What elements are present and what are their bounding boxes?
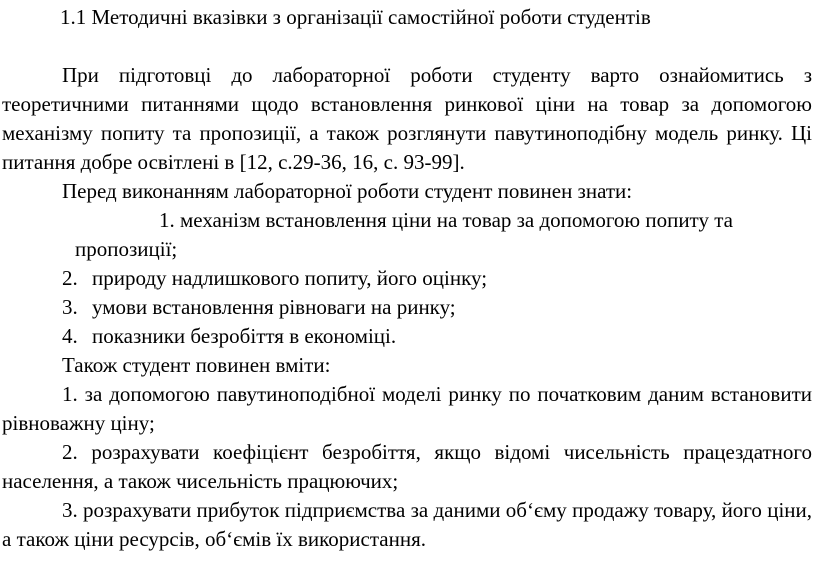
know-item-4 xyxy=(2,322,812,351)
know-item-number: 2. xyxy=(62,266,78,290)
know-item-number: 3. xyxy=(62,295,78,319)
able-heading: Також студент повинен вміти: xyxy=(62,353,331,377)
know-item-text: природу надлишкового попиту, його оцінку; xyxy=(92,266,488,290)
know-item-3 xyxy=(2,293,812,322)
able-item-2: 2. розрахувати коефіцієнт безробіття, якщо відомі чисельність працездатного населення, а також чисельність працюючих; xyxy=(2,440,812,493)
know-item-2 xyxy=(2,264,812,293)
know-item-text: показники безробіття в економіці. xyxy=(92,324,397,348)
know-list xyxy=(2,206,812,351)
know-item-number: 1. xyxy=(159,208,175,232)
know-item-number: 4. xyxy=(62,324,78,348)
know-item-1 xyxy=(2,206,812,264)
able-item-3: 3. розрахувати прибуток підприємства за даними об‘єму продажу товару, його ціни, а також ціни ресурсів, об‘ємів їх використання. xyxy=(2,498,812,551)
able-item-1: 1. за допомогою павутиноподібної моделі ринку по початковим даним встановити рівноважну ціну; xyxy=(2,382,812,435)
blank-line xyxy=(2,32,812,61)
know-item-text: механізм встановлення ціни на товар за допомогою попиту та пропозиції; xyxy=(75,208,733,261)
intro-paragraph: При підготовці до лабораторної роботи студенту варто ознайомитись з теоретичними питаннями щодо встановлення ринкової ціни на товар за допомогою механізму попиту та пропозиції, а також розглянути павутиноподібну модель ринку. Ці питання добре освітлені в [12, с.29-36, 16, с. 93-99]. xyxy=(2,63,812,174)
know-heading: Перед виконанням лабораторної роботи студент повинен знати: xyxy=(62,179,633,203)
section-title: 1.1 Методичні вказівки з організації самостійної роботи студентів xyxy=(60,5,651,29)
know-item-text: умови встановлення рівноваги на ринку; xyxy=(92,295,456,319)
